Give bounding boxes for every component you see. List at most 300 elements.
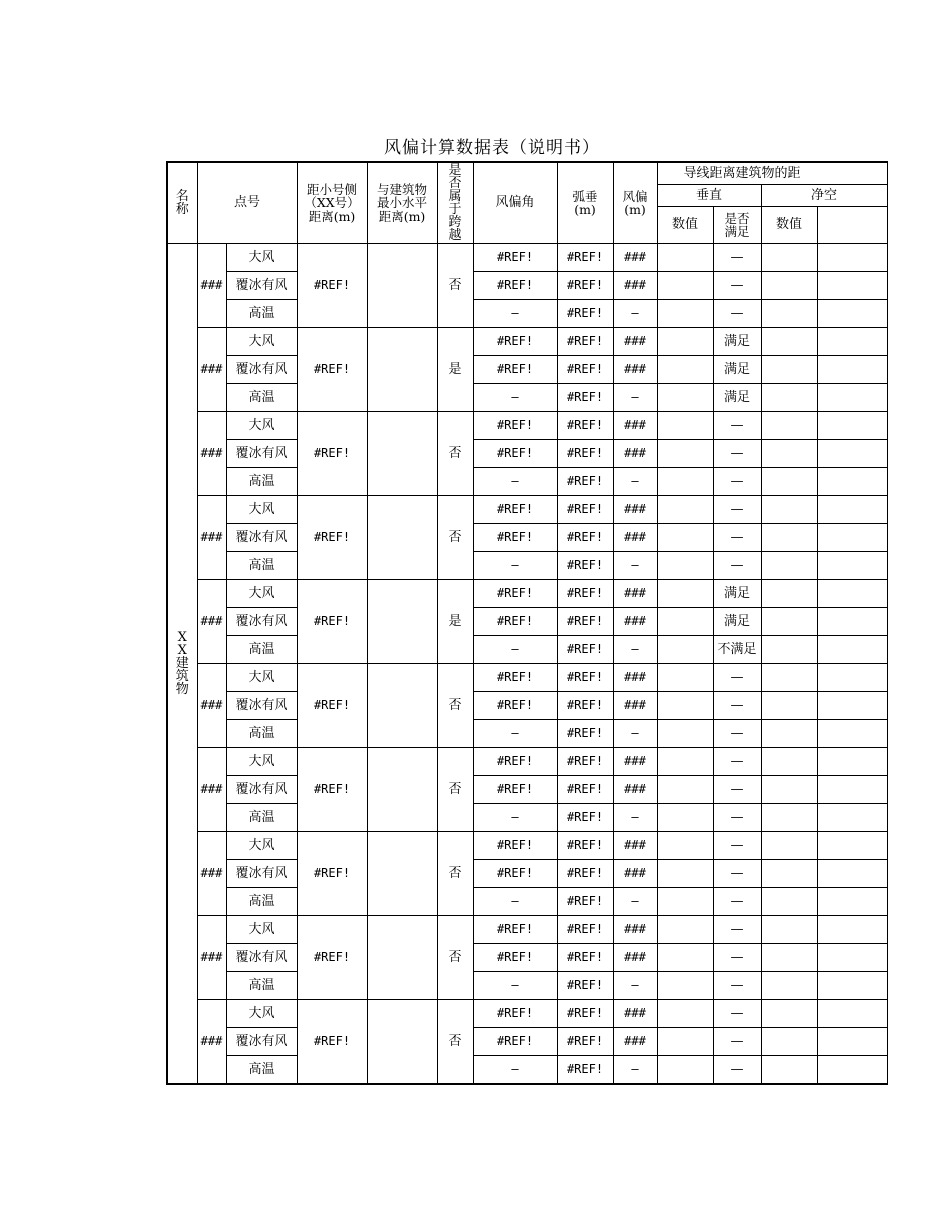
table-row [167,356,887,384]
vertical-value [657,1028,713,1056]
sag-value: #REF! [557,888,613,916]
table-row [167,860,887,888]
sag-value: #REF! [557,608,613,636]
clear-value [761,1000,817,1028]
table-row [167,1056,887,1085]
sag-value: #REF! [557,720,613,748]
clear-satisfied [817,272,887,300]
crossing-flag: 否 [437,244,473,328]
vertical-value [657,524,713,552]
clear-value [761,832,817,860]
clear-satisfied [817,412,887,440]
vertical-value [657,440,713,468]
clear-value [761,860,817,888]
table-body [167,244,887,1085]
condition-label: 大风 [226,412,297,440]
table-row [167,804,887,832]
min-horizontal-dist [367,1000,437,1085]
crossing-flag: 否 [437,664,473,748]
wind-angle: #REF! [473,832,557,860]
sag-value: #REF! [557,580,613,608]
header-clear-satisfied [817,207,887,244]
sag-value: #REF! [557,300,613,328]
wind-angle: — [473,1056,557,1085]
vertical-value [657,1056,713,1085]
wind-angle: — [473,888,557,916]
clear-value [761,300,817,328]
min-horizontal-dist [367,412,437,496]
clear-satisfied [817,860,887,888]
condition-label: 覆冰有风 [226,524,297,552]
vertical-satisfied: 满足 [713,580,761,608]
clear-satisfied [817,356,887,384]
vertical-value [657,664,713,692]
wind-angle: #REF! [473,860,557,888]
vertical-satisfied: — [713,244,761,272]
clear-satisfied [817,664,887,692]
crossing-flag: 否 [437,412,473,496]
sag-value: #REF! [557,244,613,272]
table-row [167,300,887,328]
wind-angle: #REF! [473,1000,557,1028]
clear-value [761,664,817,692]
clear-value [761,384,817,412]
condition-label: 高温 [226,804,297,832]
sag-value: #REF! [557,1028,613,1056]
clear-value [761,692,817,720]
clear-satisfied [817,328,887,356]
clear-value [761,608,817,636]
vertical-value [657,636,713,664]
vertical-satisfied: 满足 [713,328,761,356]
vertical-satisfied: — [713,916,761,944]
vertical-value [657,832,713,860]
wind-offset: — [613,1056,657,1085]
crossing-flag: 是 [437,328,473,412]
sag-value: #REF! [557,468,613,496]
clear-value [761,888,817,916]
condition-label: 大风 [226,580,297,608]
dist-small-side: #REF! [297,496,367,580]
clear-satisfied [817,1000,887,1028]
wind-angle: #REF! [473,608,557,636]
vertical-value [657,468,713,496]
table-row [167,832,887,860]
table-row [167,1000,887,1028]
vertical-value [657,804,713,832]
sag-value: #REF! [557,1000,613,1028]
wind-angle: #REF! [473,328,557,356]
wind-angle: #REF! [473,748,557,776]
sag-value: #REF! [557,440,613,468]
clear-value [761,1028,817,1056]
sag-value: #REF! [557,328,613,356]
wind-offset: ### [613,440,657,468]
point-number: ### [197,580,226,664]
wind-deviation-table [166,161,888,1085]
sag-value: #REF! [557,552,613,580]
clear-satisfied [817,804,887,832]
condition-label: 高温 [226,300,297,328]
wind-angle: — [473,552,557,580]
wind-offset: ### [613,328,657,356]
wind-angle: #REF! [473,244,557,272]
building-name-cell [167,244,197,1085]
wind-offset: ### [613,356,657,384]
dist-small-side: #REF! [297,1000,367,1085]
dist-small-side: #REF! [297,580,367,664]
min-horizontal-dist [367,496,437,580]
wind-offset: — [613,888,657,916]
header-min-horizontal: 与建筑物 最小水平 距离(m) [367,162,437,244]
clear-satisfied [817,944,887,972]
clear-satisfied [817,972,887,1000]
table-row [167,244,887,272]
condition-label: 覆冰有风 [226,440,297,468]
vertical-satisfied: — [713,888,761,916]
clear-value [761,776,817,804]
wind-offset: ### [613,776,657,804]
wind-angle: #REF! [473,524,557,552]
point-number: ### [197,664,226,748]
condition-label: 覆冰有风 [226,272,297,300]
table-header [167,162,887,244]
sag-value: #REF! [557,524,613,552]
point-number: ### [197,916,226,1000]
point-number: ### [197,328,226,412]
clear-satisfied [817,1028,887,1056]
clear-value [761,552,817,580]
vertical-value [657,972,713,1000]
vertical-satisfied: — [713,776,761,804]
vertical-satisfied: 满足 [713,384,761,412]
header-wind-offset: 风偏 (m) [613,162,657,244]
vertical-value [657,552,713,580]
condition-label: 高温 [226,552,297,580]
vertical-satisfied: — [713,692,761,720]
clear-value [761,496,817,524]
wind-offset: — [613,636,657,664]
min-horizontal-dist [367,748,437,832]
sag-value: #REF! [557,860,613,888]
vertical-satisfied: — [713,468,761,496]
table-row [167,412,887,440]
table-row [167,748,887,776]
condition-label: 覆冰有风 [226,356,297,384]
clear-satisfied [817,1056,887,1085]
clear-value [761,272,817,300]
table-row [167,608,887,636]
wind-angle: — [473,804,557,832]
wind-offset: ### [613,1028,657,1056]
vertical-satisfied: — [713,272,761,300]
wind-offset: — [613,804,657,832]
crossing-flag: 否 [437,496,473,580]
header-clear: 净空 [761,185,887,207]
header-wind-angle: 风偏角 [473,162,557,244]
vertical-satisfied: — [713,748,761,776]
vertical-satisfied: — [713,1028,761,1056]
sag-value: #REF! [557,356,613,384]
condition-label: 大风 [226,916,297,944]
vertical-value [657,412,713,440]
condition-label: 高温 [226,720,297,748]
wind-angle: #REF! [473,272,557,300]
clear-value [761,748,817,776]
vertical-satisfied: — [713,1056,761,1085]
clear-value [761,636,817,664]
crossing-flag: 是 [437,580,473,664]
vertical-value [657,692,713,720]
clear-value [761,972,817,1000]
condition-label: 高温 [226,1056,297,1085]
crossing-flag: 否 [437,832,473,916]
clear-value [761,440,817,468]
wind-angle: — [473,384,557,412]
vertical-satisfied: 不满足 [713,636,761,664]
condition-label: 大风 [226,244,297,272]
dist-small-side: #REF! [297,328,367,412]
wind-angle: #REF! [473,496,557,524]
condition-label: 高温 [226,972,297,1000]
table-row [167,776,887,804]
sag-value: #REF! [557,1056,613,1085]
page-title: 风偏计算数据表（说明书） [384,138,600,158]
wind-offset: ### [613,832,657,860]
wind-offset: ### [613,692,657,720]
condition-label: 大风 [226,664,297,692]
vertical-value [657,720,713,748]
wind-offset: ### [613,272,657,300]
wind-offset: ### [613,916,657,944]
vertical-satisfied: — [713,552,761,580]
point-number: ### [197,832,226,916]
sag-value: #REF! [557,776,613,804]
clear-value [761,468,817,496]
header-vertical-value: 数值 [657,207,713,244]
sag-value: #REF! [557,636,613,664]
wind-offset: — [613,552,657,580]
table-row [167,664,887,692]
sag-value: #REF! [557,692,613,720]
wind-offset: ### [613,860,657,888]
wind-offset: ### [613,748,657,776]
table-row [167,1028,887,1056]
clear-value [761,244,817,272]
wind-offset: ### [613,608,657,636]
wind-offset: ### [613,496,657,524]
sag-value: #REF! [557,496,613,524]
dist-small-side: #REF! [297,664,367,748]
clear-value [761,412,817,440]
crossing-flag: 否 [437,916,473,1000]
table-row [167,972,887,1000]
sag-value: #REF! [557,748,613,776]
header-point: 点号 [197,162,297,244]
vertical-satisfied: — [713,944,761,972]
condition-label: 覆冰有风 [226,776,297,804]
wind-offset: ### [613,412,657,440]
clear-value [761,524,817,552]
clear-value [761,356,817,384]
header-clear-value: 数值 [761,207,817,244]
wind-offset: — [613,972,657,1000]
wind-offset: ### [613,244,657,272]
clear-satisfied [817,916,887,944]
header-name: 名称 [167,162,197,244]
vertical-value [657,244,713,272]
sag-value: #REF! [557,272,613,300]
condition-label: 覆冰有风 [226,860,297,888]
vertical-satisfied: — [713,664,761,692]
wind-offset: ### [613,1000,657,1028]
wind-angle: — [473,636,557,664]
condition-label: 覆冰有风 [226,1028,297,1056]
wind-angle: #REF! [473,664,557,692]
clear-satisfied [817,300,887,328]
vertical-satisfied: — [713,860,761,888]
table-row [167,916,887,944]
clear-satisfied [817,720,887,748]
sag-value: #REF! [557,944,613,972]
vertical-satisfied: — [713,300,761,328]
clear-value [761,1056,817,1085]
clear-satisfied [817,580,887,608]
vertical-value [657,384,713,412]
condition-label: 高温 [226,636,297,664]
vertical-satisfied: — [713,440,761,468]
vertical-value [657,300,713,328]
wind-angle: #REF! [473,916,557,944]
table-row [167,272,887,300]
min-horizontal-dist [367,832,437,916]
min-horizontal-dist [367,328,437,412]
condition-label: 大风 [226,748,297,776]
sag-value: #REF! [557,916,613,944]
wind-offset: ### [613,664,657,692]
wind-offset: ### [613,944,657,972]
condition-label: 覆冰有风 [226,692,297,720]
table-row [167,552,887,580]
wind-angle: #REF! [473,412,557,440]
vertical-value [657,608,713,636]
header-sag: 弧垂 (m) [557,162,613,244]
clear-satisfied [817,244,887,272]
condition-label: 高温 [226,384,297,412]
min-horizontal-dist [367,580,437,664]
sag-value: #REF! [557,972,613,1000]
dist-small-side: #REF! [297,832,367,916]
vertical-value [657,272,713,300]
table-row [167,720,887,748]
table-row [167,440,887,468]
header-vertical-satisfied: 是否 满足 [713,207,761,244]
table-row [167,692,887,720]
vertical-value [657,580,713,608]
table-row [167,524,887,552]
vertical-value [657,944,713,972]
wind-angle: — [473,468,557,496]
wind-offset: ### [613,580,657,608]
vertical-satisfied: — [713,496,761,524]
vertical-satisfied: — [713,832,761,860]
crossing-flag: 否 [437,748,473,832]
header-vertical: 垂直 [657,185,761,207]
wind-angle: — [473,720,557,748]
clear-satisfied [817,468,887,496]
sag-value: #REF! [557,664,613,692]
sag-value: #REF! [557,832,613,860]
wind-offset: — [613,468,657,496]
table-row [167,580,887,608]
clear-value [761,916,817,944]
header-distance-group: 导线距离建筑物的距 [657,162,887,185]
point-number: ### [197,412,226,496]
table-row [167,496,887,524]
wind-angle: #REF! [473,944,557,972]
wind-angle: #REF! [473,440,557,468]
condition-label: 覆冰有风 [226,608,297,636]
table-row [167,636,887,664]
table-row [167,384,887,412]
building-name: XX建筑物 [175,629,189,697]
clear-satisfied [817,888,887,916]
condition-label: 高温 [226,468,297,496]
condition-label: 高温 [226,888,297,916]
dist-small-side: #REF! [297,748,367,832]
vertical-satisfied: 满足 [713,356,761,384]
wind-angle: #REF! [473,356,557,384]
min-horizontal-dist [367,244,437,328]
clear-satisfied [817,692,887,720]
point-number: ### [197,748,226,832]
vertical-satisfied: — [713,412,761,440]
condition-label: 大风 [226,1000,297,1028]
table-row [167,328,887,356]
clear-value [761,580,817,608]
clear-satisfied [817,776,887,804]
wind-angle: #REF! [473,692,557,720]
clear-satisfied [817,748,887,776]
wind-angle: #REF! [473,580,557,608]
vertical-satisfied: — [713,972,761,1000]
clear-satisfied [817,496,887,524]
vertical-satisfied: — [713,1000,761,1028]
vertical-value [657,916,713,944]
clear-satisfied [817,552,887,580]
condition-label: 覆冰有风 [226,944,297,972]
condition-label: 大风 [226,832,297,860]
sag-value: #REF! [557,804,613,832]
vertical-satisfied: — [713,720,761,748]
clear-value [761,720,817,748]
clear-satisfied [817,384,887,412]
wind-offset: — [613,384,657,412]
wind-angle: — [473,972,557,1000]
vertical-value [657,328,713,356]
vertical-value [657,888,713,916]
wind-angle: #REF! [473,1028,557,1056]
point-number: ### [197,1000,226,1085]
dist-small-side: #REF! [297,412,367,496]
point-number: ### [197,244,226,328]
wind-offset: ### [613,524,657,552]
table-viewport [166,161,838,1085]
dist-small-side: #REF! [297,244,367,328]
wind-offset: — [613,300,657,328]
clear-satisfied [817,608,887,636]
header-crossing: 是否属于跨越 [437,162,473,244]
